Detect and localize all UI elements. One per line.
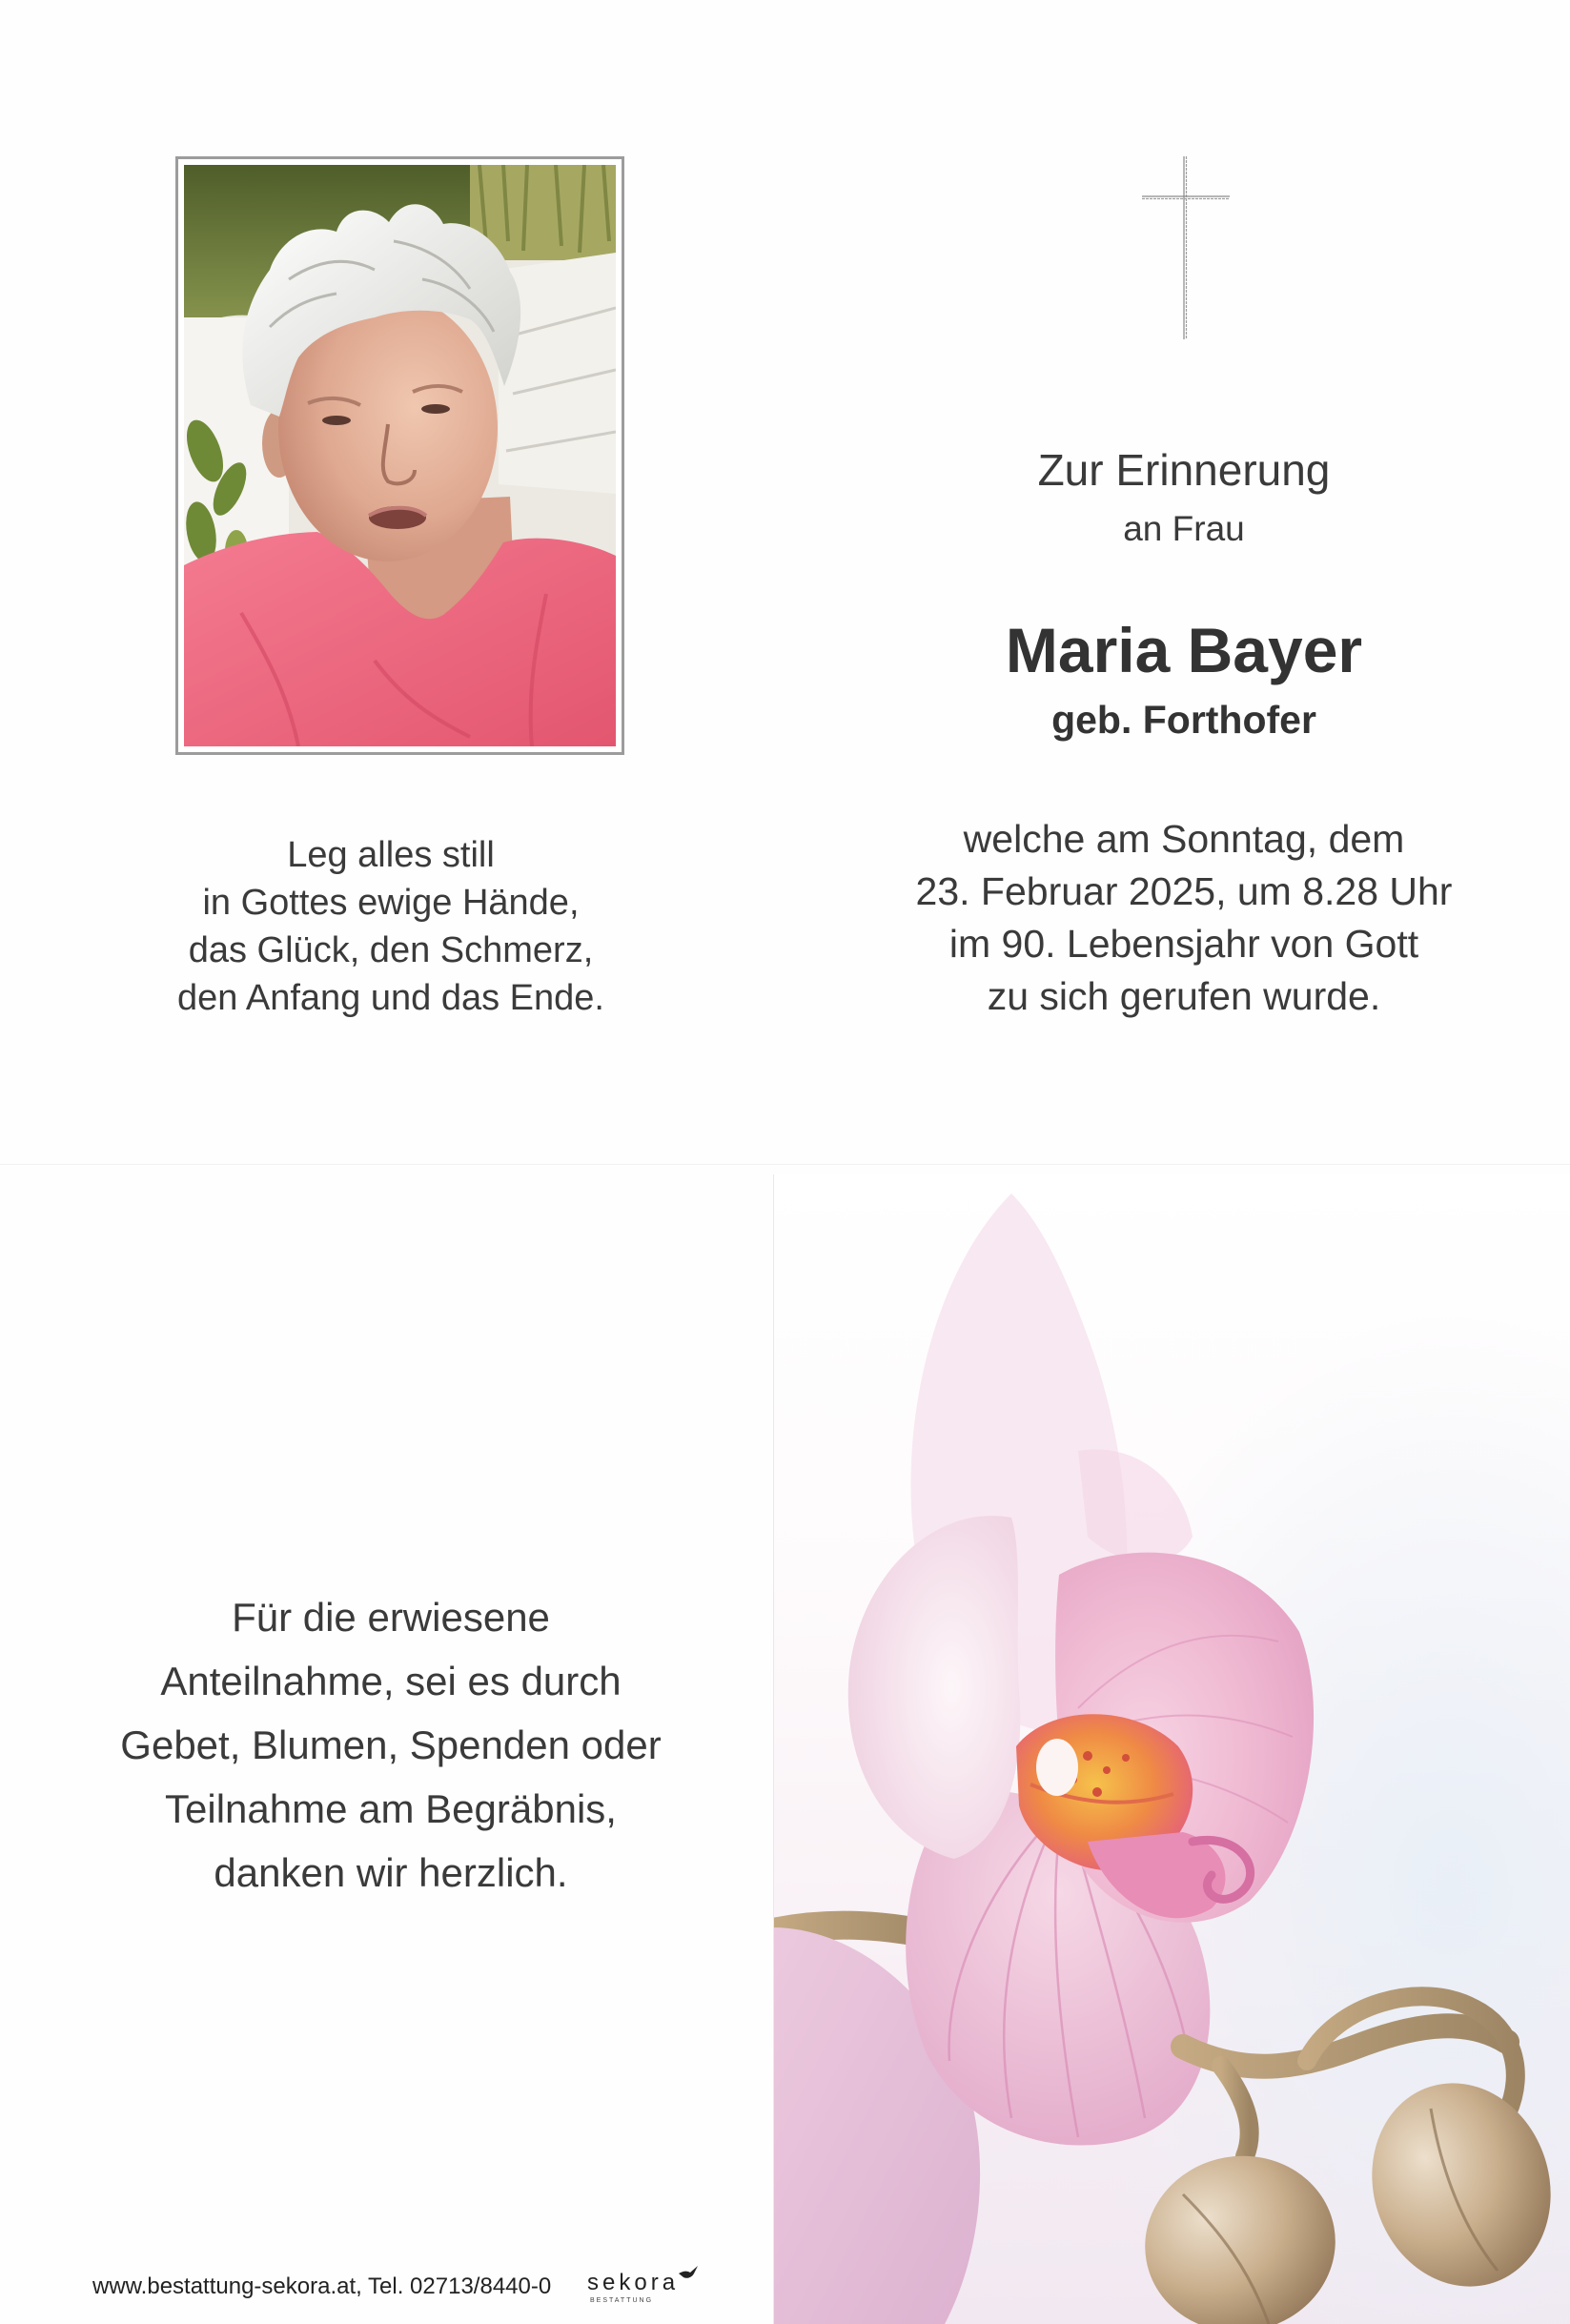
footer-contact: www.bestattung-sekora.at, Tel. 02713/8440-0 [92, 2273, 552, 2299]
sekora-logo-subtitle: BESTATTUNG [590, 2297, 654, 2304]
thanks-line: Anteilnahme, sei es durch [160, 1659, 622, 1703]
poem-line: das Glück, den Schmerz, [188, 930, 594, 970]
notice-line: welche am Sonntag, dem [963, 817, 1405, 861]
poem [0, 831, 782, 1022]
poem-line: den Anfang und das Ende. [177, 978, 604, 1018]
deceased-name: Maria Bayer [1005, 615, 1363, 685]
orchid-photo [773, 1174, 1570, 2324]
notice-line: 23. Februar 2025, um 8.28 Uhr [915, 869, 1453, 913]
bird-icon [678, 2265, 699, 2280]
thanks-text [0, 1585, 782, 1905]
salutation: an Frau [1123, 509, 1245, 548]
portrait-frame [175, 156, 624, 755]
death-notice [798, 813, 1570, 1023]
poem-line: Leg alles still [287, 835, 495, 875]
portrait-eye-right [421, 404, 450, 414]
notice-line: im 90. Lebensjahr von Gott [948, 922, 1419, 966]
portrait-eye-left [322, 416, 351, 425]
thanks-line: danken wir herzlich. [214, 1850, 568, 1895]
orchid-column [1036, 1739, 1078, 1796]
poem-line: in Gottes ewige Hände, [202, 883, 580, 923]
fold-divider [0, 1164, 1570, 1165]
thanks-line: Für die erwiesene [232, 1595, 550, 1640]
thanks-line: Teilnahme am Begräbnis, [165, 1786, 617, 1831]
maiden-name: geb. Forthofer [1051, 698, 1316, 742]
thanks-line: Gebet, Blumen, Spenden oder [120, 1723, 662, 1767]
memorial-intro: Zur Erinnerung [1037, 445, 1331, 495]
notice-line: zu sich gerufen wurde. [987, 974, 1381, 1018]
cross-icon [1140, 153, 1232, 343]
portrait-photo [184, 165, 616, 746]
sekora-logo: sekora [587, 2270, 680, 2295]
